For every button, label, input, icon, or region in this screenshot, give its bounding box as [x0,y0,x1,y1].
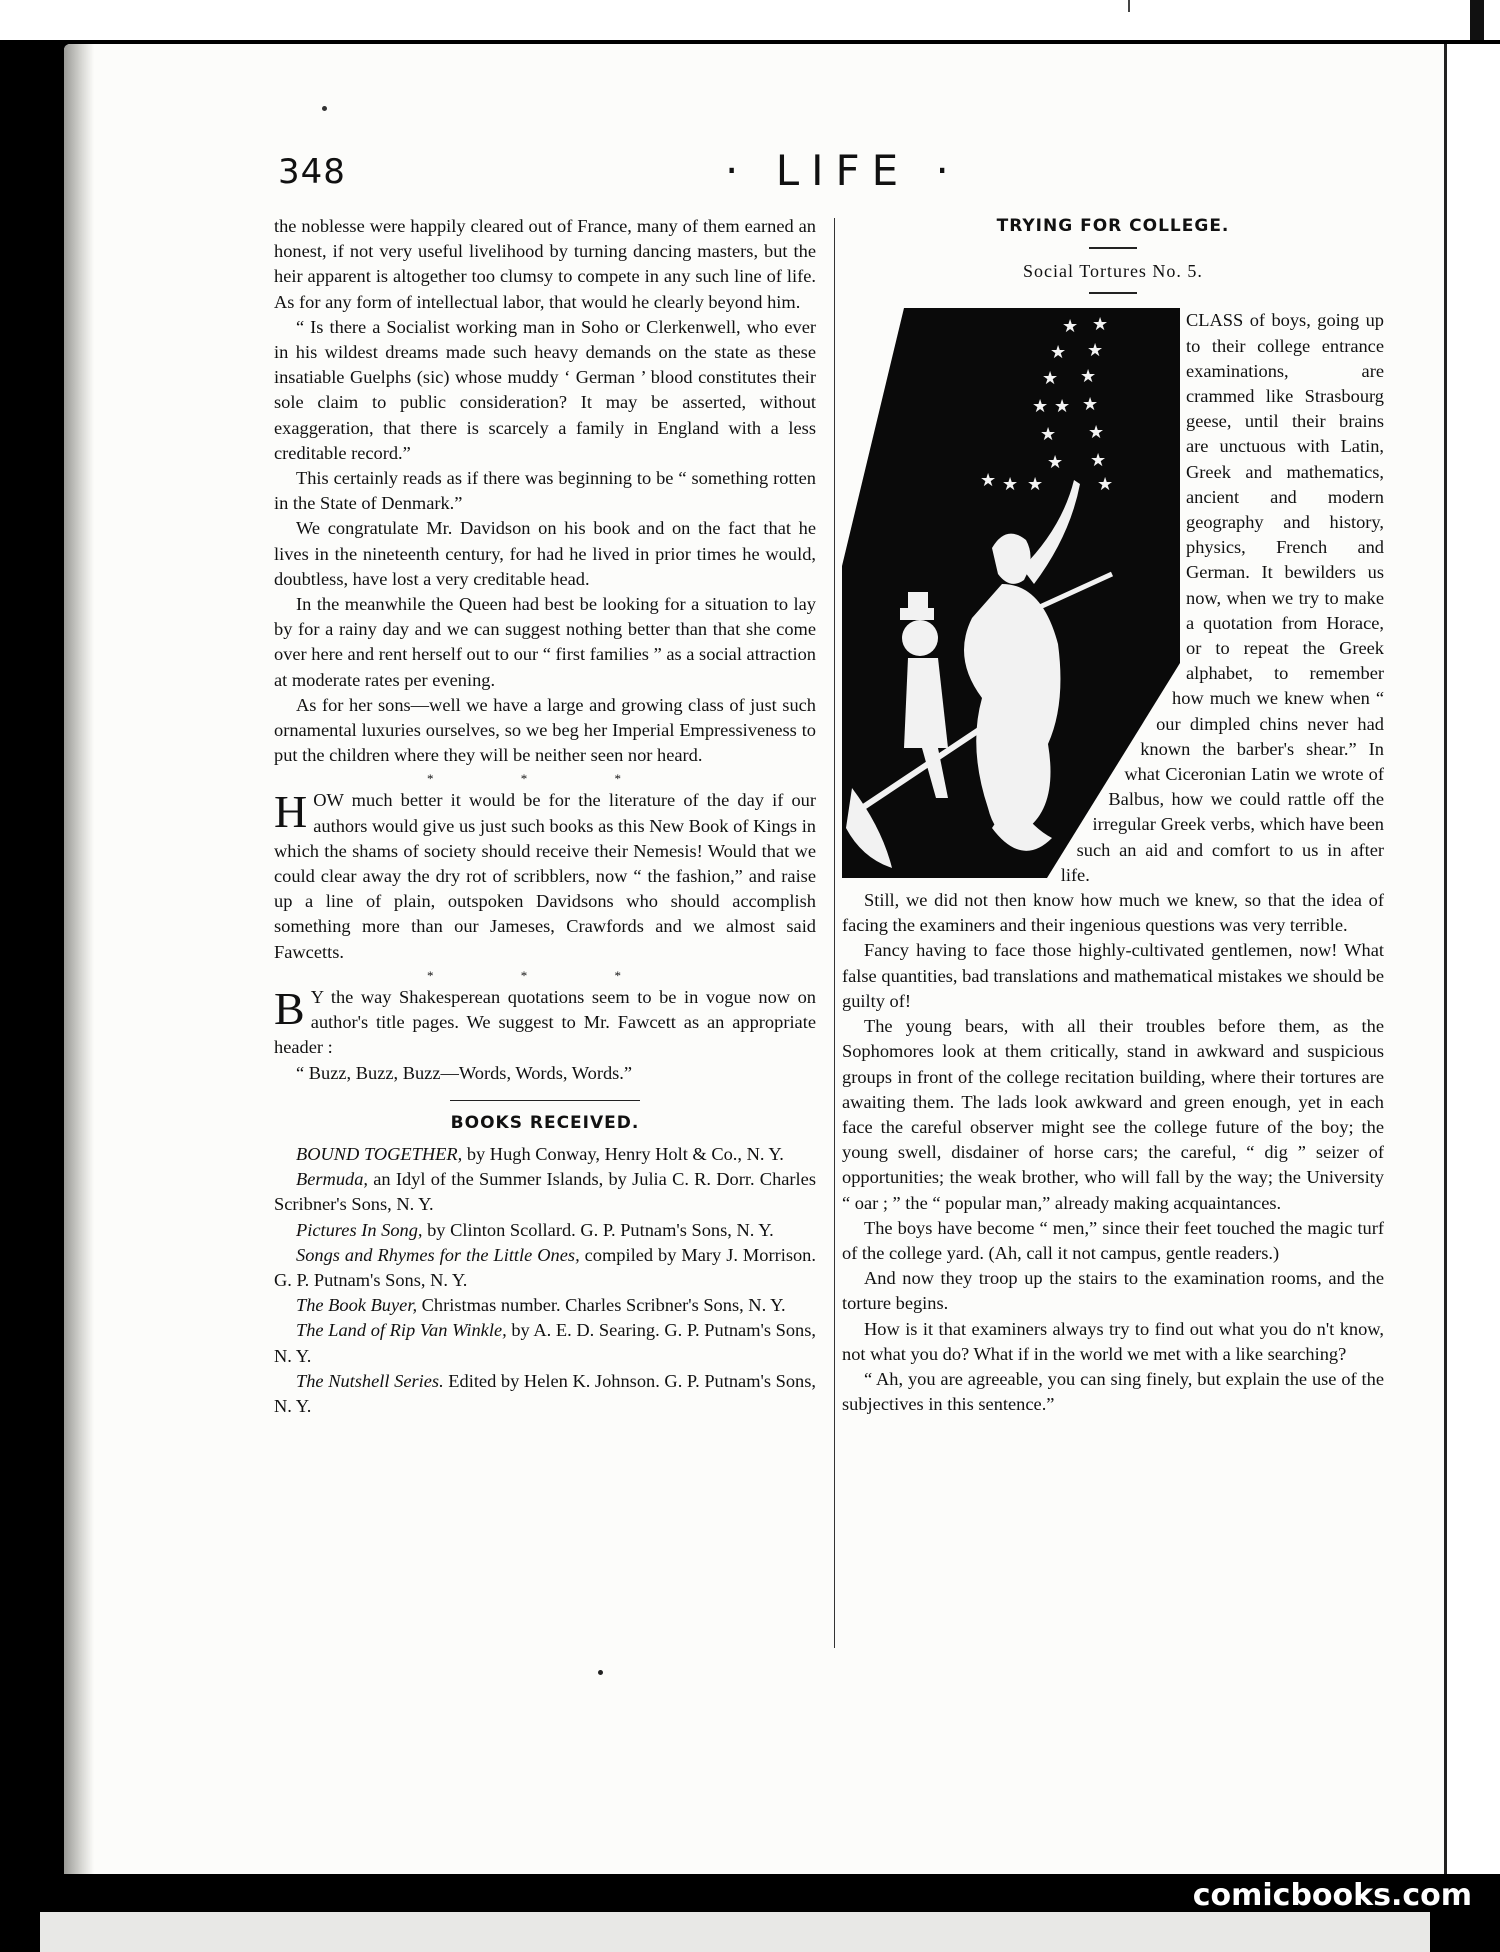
quotation: “ Buzz, Buzz, Buzz—Words, Words, Words.” [296,1062,633,1083]
book-details: compiled by Mary J. Morrison. G. P. Putnam's Sons, N. Y. [274,1244,816,1290]
book-title: The Book Buyer, [296,1295,418,1316]
book-entry [274,1293,816,1318]
book-details: by Clinton Scollard. G. P. Putnam's Sons, N. Y. [422,1219,774,1240]
book-title: Bermuda, [296,1169,369,1190]
svg-text:★: ★ [1097,474,1114,496]
paragraph: We congratulate Mr. Davidson on his book and on the fact that he lives in the nineteenth century, for had he lived in prior times he would, doubtless, have lost a very creditable head. [274,518,816,589]
book-title: Songs and Rhymes for the Little Ones, [296,1244,580,1265]
top-scan-strip [0,0,1500,40]
books-list [274,1142,816,1419]
book-title: BOUND TOGETHER, [296,1143,463,1164]
paragraph: The boys have become “ men,” since their feet touched the magic turf of the college yard. (Ah, call it not campus, gentle readers.) [842,1217,1384,1263]
speck [322,106,327,111]
paragraph-by [274,982,816,1061]
book-title: The Nutshell Series. [296,1370,444,1391]
paragraph: Still, we did not then know how much we knew, so that the idea of facing the examiners and their ingenious questions was very terrible. [842,890,1384,936]
article-subheading: Social Tortures No. 5. [1023,261,1203,282]
paragraph: In the meanwhile the Queen had best be looking for a situation to lay by for a rainy day and we can suggest nothing better than that she come over here and rent herself out to our “ first families ” as a social attraction at moderate rates per evening. [274,594,816,690]
paragraph-text: Y the way Shakesperean quotations seem to be in vogue now on author's title pages. We suggest to Mr. Fawcett as an appropriate header : [274,986,816,1058]
adjacent-page-edge [1444,44,1500,1874]
book-entry [274,1369,816,1419]
book-details: by A. E. D. Searing. G. P. Putnam's Sons, N. Y. [274,1320,816,1366]
svg-text:★: ★ [1092,314,1109,336]
article-heading: TRYING FOR COLLEGE. [996,216,1230,236]
svg-text:★: ★ [1054,396,1071,418]
book-title: The Land of Rip Van Winkle, [296,1320,507,1341]
watermark: comicbooks.com [1192,1878,1472,1913]
book-entry [274,1318,816,1368]
svg-text:★: ★ [1040,424,1057,446]
svg-text:★: ★ [1087,340,1104,362]
svg-text:★: ★ [1027,474,1044,496]
paragraph-how [274,788,816,964]
svg-text:★: ★ [1050,342,1067,364]
section-stars: * * * [427,771,663,787]
books-heading: BOOKS RECEIVED. [450,1112,640,1133]
book-details: Christmas number. Charles Scribner's Sons, N. Y. [417,1295,786,1316]
scan-mark [1128,0,1130,12]
next-page-edge [40,1912,1430,1952]
paragraph-intro: CLASS of boys, going up to their college entrance examinations, are crammed like Strasbourg geese, until their brains are unctuous with Latin, Greek and mathematics, ancient and modern geography and history, physics, French and German. It bewilders us now, when we try to make a quotation from Horace, or to repeat the Greek alphabet, to remember how much we knew when “ our dimpled chins never had known the barber's shear.” In what Ciceronian Latin we wrote of Balbus, how we could rattle off the irregular Greek verbs, which have been such an aid and comfort to us in after life. [1060,310,1384,885]
speck [598,1670,603,1675]
svg-text:★: ★ [980,470,997,492]
scan-edge [1470,0,1484,40]
svg-text:★: ★ [1042,368,1059,390]
drop-cap: H [274,786,308,838]
svg-text:★: ★ [1047,452,1064,474]
paragraph: This certainly reads as if there was beginning to be “ something rotten in the State of Denmark.” [274,468,816,514]
paragraph: As for her sons—well we have a large and growing class of just such ornamental luxuries ourselves, so we beg her Imperial Empressiveness to put the children where they will be neither seen nor heard. [274,694,816,766]
paragraph: “ Ah, you are agreeable, you can sing finely, but explain the use of the subjectives in this sentence.” [842,1368,1384,1415]
divider [1089,292,1137,294]
drop-cap: B [274,982,305,1034]
book-title: Pictures In Song, [296,1219,423,1240]
book-entry [274,1243,816,1293]
svg-text:★: ★ [1032,396,1049,418]
binding-shadow [64,44,94,1874]
book-details: an Idyl of the Summer Islands, by Julia C. R. Dorr. Charles Scribner's Sons, N. Y. [274,1169,816,1215]
svg-text:★: ★ [1062,316,1079,338]
book-details: by Hugh Conway, Henry Holt & Co., N. Y. [462,1143,784,1164]
page-number: 348 [278,152,346,192]
svg-text:★: ★ [1082,394,1099,416]
left-column [274,214,816,1419]
book-entry [274,1142,816,1167]
divider [1089,247,1137,249]
paragraph-text: OW much better it would be for the literature of the day if our authors would give us just such books as this New Book of Kings in which the shams of society should receive their Nemesis! Would that we could clear away the dry rot of scribblers, now “ the fashion,” and raise up a line of plain, outspoken Davidsons who should accomplish something more than our Jameses, Crawfords and we almost said Fawcetts. [274,790,816,962]
paragraph: the noblesse were happily cleared out of France, many of them earned an honest, if not very useful livelihood by turning dancing masters, but the heir apparent is altogether too clumsy to compete in any such line of life. As for any form of intellectual labor, that would he clearly beyond him. [274,216,816,312]
book-entry [274,1218,816,1243]
svg-text:★: ★ [1090,450,1107,472]
paragraph: Fancy having to face those highly-cultivated gentlemen, now! What false quantities, bad translations and mathematical mistakes we should be guilty of! [842,940,1384,1011]
right-column [842,214,1384,1417]
divider [450,1100,640,1101]
svg-text:★: ★ [1088,422,1105,444]
paragraph: The young bears, with all their troubles before them, as the Sophomores look at them critically, stand in awkward and suspicious groups in front of the college recitation building, where their tortures are awaiting them. The lads look awkward and green enough, yet in each face the careful observer might see the college future of the boy; the young swell, disdainer of horse cars; the careful, “ dig ” seizer of opportunities; the weak brother, who will fall by the way; the University “ oar ; ” the “ popular man,” already making acquaintances. [842,1016,1384,1213]
column-rule [834,218,835,1648]
book-entry [274,1167,816,1217]
paragraph: How is it that examiners always try to find out what you do n't know, not what you do? What if in the world we met with a like searching? [842,1318,1384,1364]
paragraph: “ Is there a Socialist working man in Soho or Clerkenwell, who ever in his wildest dreams made such heavy demands on the state as these insatiable Guelphs (sic) whose muddy ‘ German ’ blood constitutes their sole claim to public consideration? It may be asserted, without exaggeration, that there is scarcely a family in England with a less creditable record.” [274,316,816,463]
paragraph: And now they troop up the stairs to the examination rooms, and the torture begins. [842,1268,1384,1314]
masthead-title: · LIFE · [725,146,961,195]
book-details: Edited by Helen K. Johnson. G. P. Putnam's Sons, N. Y. [274,1370,816,1416]
svg-text:★: ★ [1002,474,1019,496]
svg-text:★: ★ [1080,366,1097,388]
section-stars: * * * [427,967,663,983]
